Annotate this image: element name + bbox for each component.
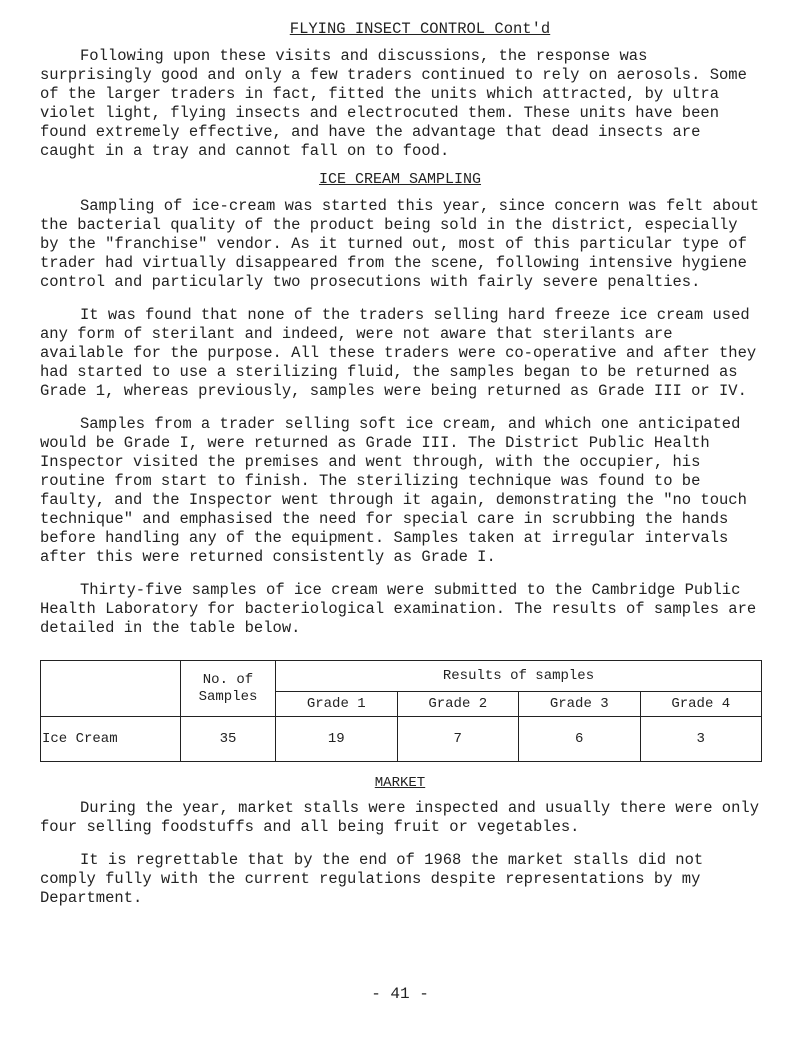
paragraph-sampling-intro: Sampling of ice-cream was started this year, since concern was felt about the bacterial quality of the product being sold in the district, especially by the "franchise" vendor. As it turned out, most of this particular type of trader had virtually disappeared from the scene, following intensive hygiene control and particularly two prosecutions with fairly severe penalties. (40, 197, 760, 291)
paragraph-sterilants: It was found that none of the traders selling hard freeze ice cream used any form of sterilant and indeed, were not aware that sterilants are available for the purpose. All these traders were co-operative and after they had started to use a sterilizing fluid, the samples began to be returned as Grade 1, whereas previously, samples were being returned as Grade III or IV. (40, 306, 757, 400)
table-corner-cell (41, 661, 181, 717)
document-page (40, 20, 760, 908)
paragraph-market-stalls: During the year, market stalls were inspected and usually there were only four selling foodstuffs and all being fruit or vegetables. (40, 799, 760, 836)
cell-grade-1: 19 (276, 717, 398, 762)
header-grade-1: Grade 1 (276, 692, 398, 717)
page-number: - 41 - (371, 985, 429, 1003)
header-grade-4: Grade 4 (640, 692, 762, 717)
cell-grade-4: 3 (640, 717, 762, 762)
results-table (40, 660, 762, 762)
header-results-of-samples: Results of samples (276, 661, 762, 692)
table-row (41, 717, 762, 762)
page-title: FLYING INSECT CONTROL Cont'd (289, 20, 551, 38)
heading-market: MARKET (374, 775, 426, 791)
cell-grade-2: 7 (397, 717, 519, 762)
heading-ice-cream-sampling: ICE CREAM SAMPLING (318, 171, 482, 188)
header-grade-3: Grade 3 (519, 692, 641, 717)
cell-number-of-samples: 35 (181, 717, 276, 762)
row-label-ice-cream: Ice Cream (41, 717, 181, 762)
paragraph-regulations: It is regrettable that by the end of 1968 the market stalls did not comply fully with the current regulations despite representations by my Department. (40, 851, 704, 907)
header-grade-2: Grade 2 (397, 692, 519, 717)
header-no-of-samples: No. of Samples (181, 661, 276, 717)
paragraph-thirty-five-samples: Thirty-five samples of ice cream were submitted to the Cambridge Public Health Laboratory for bacteriological examination. The results of samples are detailed in the table below. (40, 581, 757, 637)
paragraph-soft-ice-cream: Samples from a trader selling soft ice cream, and which one anticipated would be Grade I, were returned as Grade III. The District Public Health Inspector visited the premises and went through, with the occupier, his routine from start to finish. The sterilizing technique was found to be faulty, and the Inspector went through it again, demonstrating the "no touch technique" and emphasised the need for special care in scrubbing the hands before handling any of the equipment. Samples taken at irregular intervals after this were returned consistently as Grade I. (40, 415, 747, 566)
cell-grade-3: 6 (519, 717, 641, 762)
paragraph-flying-insects: Following upon these visits and discussions, the response was surprisingly good and only a few traders continued to rely on aerosols. Some of the larger traders in fact, fitted the units which attracted, by ultra violet light, flying insects and electrocuted them. These units have been found extremely effective, and have the advantage that dead insects are caught in a tray and cannot fall on to food. (40, 47, 747, 160)
